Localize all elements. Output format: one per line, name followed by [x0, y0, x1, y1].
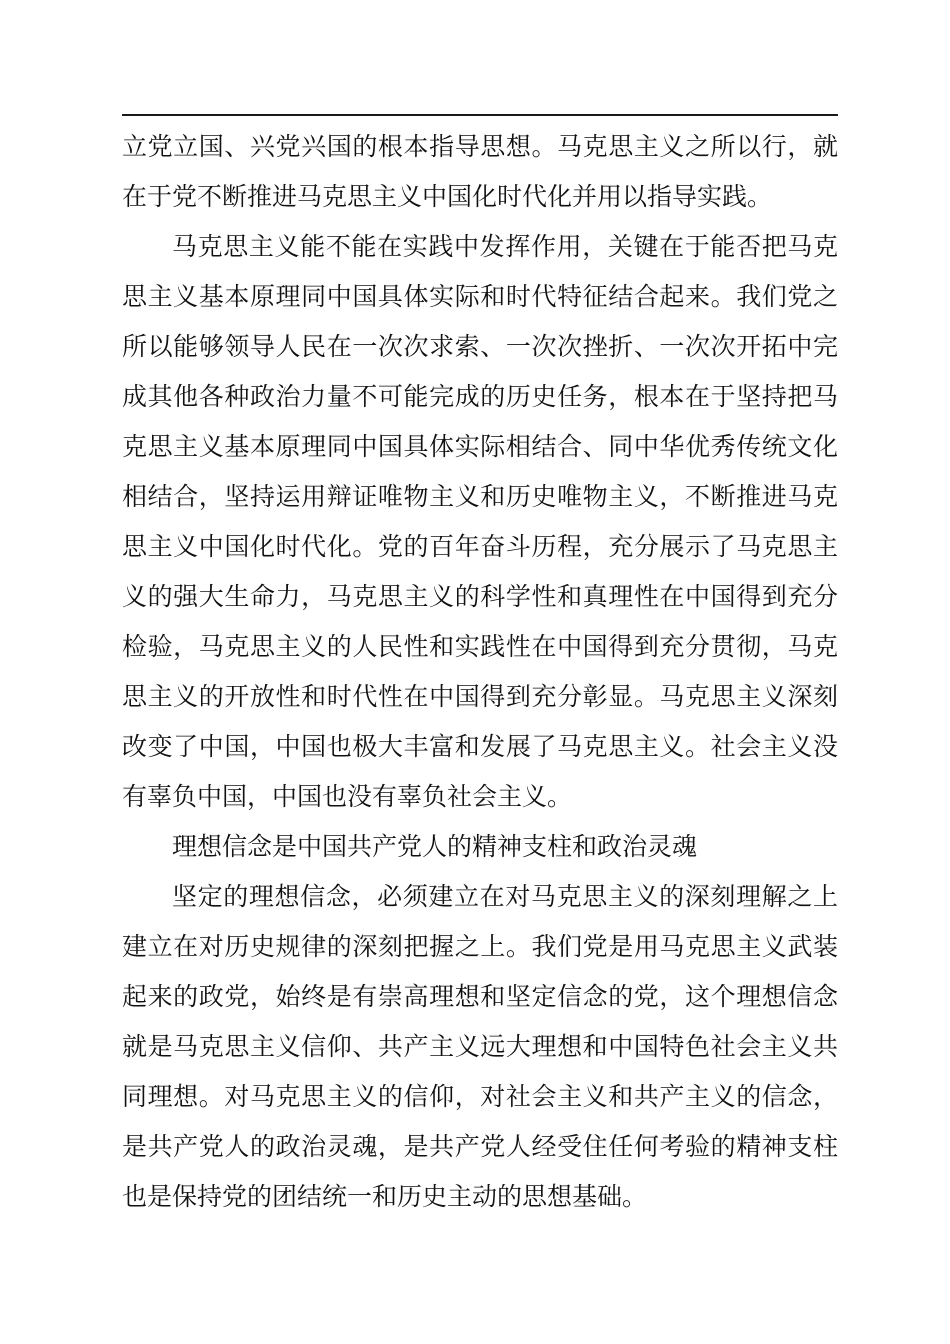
header-rule [122, 114, 838, 116]
text-line: 有辜负中国，中国也没有辜负社会主义。 [122, 782, 573, 811]
text-line: 思主义的开放性和时代性在中国得到充分彰显。马克思主义深刻 [122, 682, 838, 711]
paragraph-start-line: 坚定的理想信念，必须建立在对马克思主义的深刻理解之上 [172, 882, 838, 911]
text-line: 建立在对历史规律的深刻把握之上。我们党是用马克思主义武装 [122, 932, 838, 961]
text-line: 在于党不断推进马克思主义中国化时代化并用以指导实践。 [122, 182, 773, 211]
text-line: 义的强大生命力，马克思主义的科学性和真理性在中国得到充分 [122, 582, 838, 611]
text-line: 立党立国、兴党兴国的根本指导思想。马克思主义之所以行，就 [122, 132, 838, 161]
text-line: 成其他各种政治力量不可能完成的历史任务，根本在于坚持把马 [122, 382, 838, 411]
text-line: 也是保持党的团结统一和历史主动的思想基础。 [122, 1182, 648, 1211]
body-text [122, 122, 838, 1222]
text-line: 改变了中国，中国也极大丰富和发展了马克思主义。社会主义没 [122, 732, 838, 761]
text-line: 思主义基本原理同中国具体实际和时代特征结合起来。我们党之 [122, 282, 838, 311]
text-line: 同理想。对马克思主义的信仰，对社会主义和共产主义的信念， [122, 1082, 838, 1111]
text-line: 就是马克思主义信仰、共产主义远大理想和中国特色社会主义共 [122, 1032, 838, 1061]
text-line: 思主义中国化时代化。党的百年奋斗历程，充分展示了马克思主 [122, 532, 838, 561]
text-line: 相结合，坚持运用辩证唯物主义和历史唯物主义，不断推进马克 [122, 482, 838, 511]
paragraph-start-line: 马克思主义能不能在实践中发挥作用，关键在于能否把马克 [172, 232, 838, 261]
text-line: 起来的政党，始终是有崇高理想和坚定信念的党，这个理想信念 [122, 982, 838, 1011]
text-line: 是共产党人的政治灵魂，是共产党人经受住任何考验的精神支柱 [122, 1132, 838, 1161]
text-line: 所以能够领导人民在一次次求索、一次次挫折、一次次开拓中完 [122, 332, 838, 361]
text-line: 克思主义基本原理同中国具体实际相结合、同中华优秀传统文化 [122, 432, 838, 461]
text-line: 检验，马克思主义的人民性和实践性在中国得到充分贯彻，马克 [122, 632, 838, 661]
section-heading: 理想信念是中国共产党人的精神支柱和政治灵魂 [172, 832, 698, 861]
